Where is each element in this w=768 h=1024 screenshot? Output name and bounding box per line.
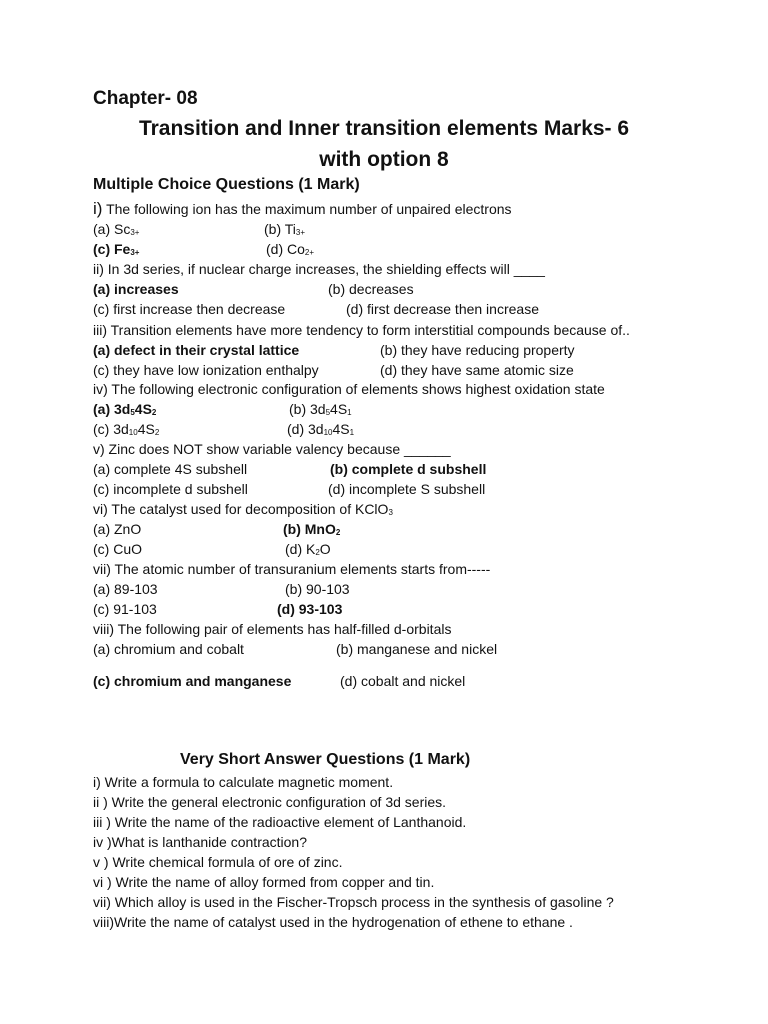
vsa-item: ii ) Write the general electronic configuration of 3d series. [93,794,447,810]
option-d: (d) $K_2O$ [285,541,331,557]
option-b: (b) they have reducing property [380,342,575,358]
question-number: i) [93,199,103,218]
question-4: iv) The following electronic configuration of elements shows highest oxidation state [93,381,605,397]
option-a-answer: (a) increases [93,281,179,297]
question-3: iii) Transition elements have more tendency to form interstitial compounds because of.. [93,322,630,338]
option-d: (d) $3d_{10}4S_1$ [287,421,355,437]
question-1 [93,199,512,219]
question-7: vii) The atomic number of transuranium elements starts from----- [93,561,491,577]
mcq-heading: Multiple Choice Questions (1 Mark) [93,176,360,193]
option-d: (d) $Co_{2+}$ [266,241,315,257]
option-a: (a) 89-103 [93,581,158,597]
option-a: (a) complete 4S subshell [93,461,248,477]
option-b: (b) 90-103 [285,581,350,597]
question-5: v) Zinc does NOT show variable valency because ______ [93,441,451,457]
question-2: ii) In 3d series, if nuclear charge increases, the shielding effects will ____ [93,261,545,277]
option-d: (d) cobalt and nickel [340,673,466,689]
vsa-item: iv )What is lanthanide contraction? [93,834,307,850]
option-a-answer: (a) $3d_54S_2$ [93,401,157,417]
option-c: (c) CuO [93,541,142,557]
vsa-item: i) Write a formula to calculate magnetic moment. [93,774,394,790]
option-a: (a) ZnO [93,521,142,537]
option-b: (b) $Ti_{3+}$ [264,221,306,237]
vsa-item: viii)Write the name of catalyst used in the hydrogenation of ethene to ethane . [93,914,573,930]
option-c: (c) incomplete d subshell [93,481,248,497]
option-c: (c) they have low ionization enthalpy [93,362,319,378]
option-b: (b) decreases [328,281,414,297]
option-c-answer: (c) chromium and manganese [93,673,292,689]
option-b-answer: (b) complete d subshell [330,461,487,477]
option-d: (d) they have same atomic size [380,362,574,378]
option-c: (c) 91-103 [93,601,157,617]
option-d: (d) first decrease then increase [346,301,539,317]
vsa-item: vi ) Write the name of alloy formed from copper and tin. [93,874,435,890]
vsa-item: iii ) Write the name of the radioactive element of Lanthanoid. [93,814,467,830]
option-a-answer: (a) defect in their crystal lattice [93,342,300,358]
option-b-answer: (b) MnO$_2$ [283,521,341,537]
chapter-label: Chapter- 08 [93,88,198,109]
option-c: (c) first increase then decrease [93,301,286,317]
question-6: vi) The catalyst used for decomposition of KClO$_3$ [93,501,393,517]
option-a: (a) $Sc_{3+}$ [93,221,140,237]
vsa-item: vii) Which alloy is used in the Fischer-Tropsch process in the synthesis of gasoline ? [93,894,614,910]
question-8: viii) The following pair of elements has half-filled d-orbitals [93,621,452,637]
option-c-answer: (c) $Fe_{3+}$ [93,241,140,257]
option-c: (c) $3d_{10}4S_2$ [93,421,160,437]
option-a: (a) chromium and cobalt [93,641,244,657]
vsa-heading: Very Short Answer Questions (1 Mark) [180,751,471,768]
question-text: The following ion has the maximum number of unpaired electrons [102,201,512,217]
option-b: (b) manganese and nickel [336,641,498,657]
option-b: (b) $3d_54S_1$ [289,401,352,417]
vsa-item: v ) Write chemical formula of ore of zinc. [93,854,343,870]
option-d-answer: (d) 93-103 [277,601,343,617]
option-d: (d) incomplete S subshell [328,481,486,497]
page-title-line2: with option 8 [319,148,449,171]
page-title-line1: Transition and Inner transition elements Marks- 6 [138,117,630,140]
